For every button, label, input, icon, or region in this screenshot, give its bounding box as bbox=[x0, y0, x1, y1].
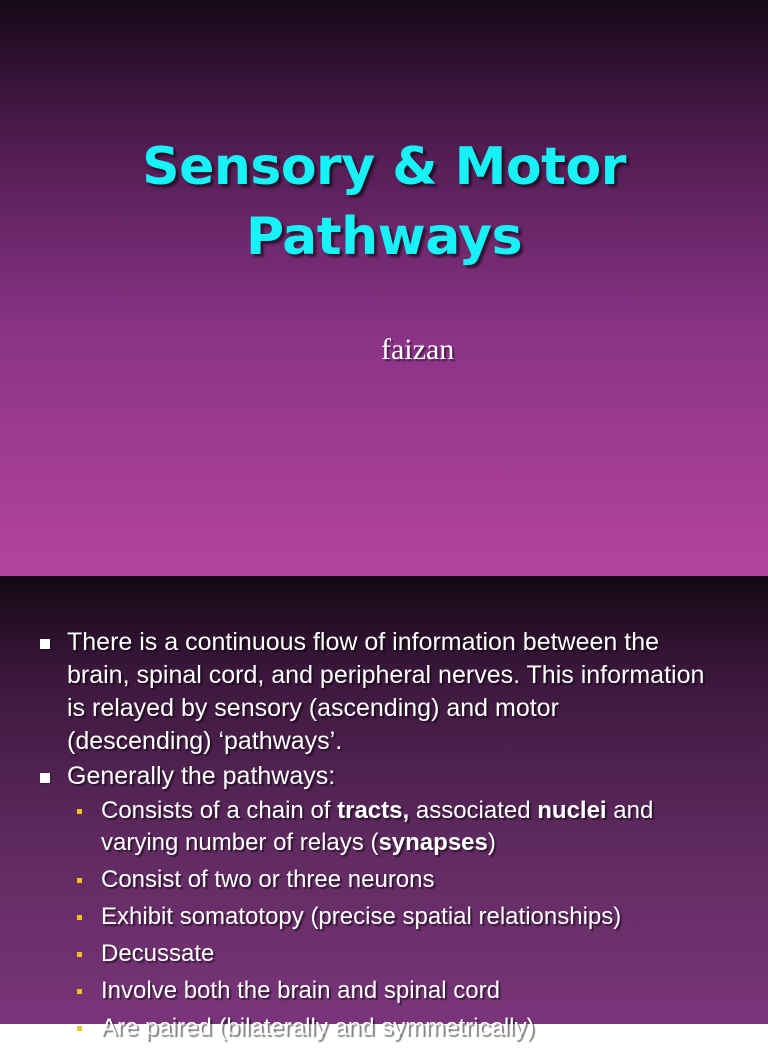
small-square-bullet-icon bbox=[77, 809, 82, 814]
sub-bullet-text-part: and varying number of relays ( bbox=[101, 797, 654, 856]
bullet-text: There is a continuous flow of information between the brain, spinal cord, and peripheral nerves. This information is relayed by sensory (ascending) and motor (descending) ‘pathways’. bbox=[67, 628, 705, 755]
bullet-item bbox=[0, 760, 768, 793]
bold-term: synapses bbox=[378, 829, 488, 856]
bullet-text: Generally the pathways: bbox=[67, 762, 336, 790]
sub-bullet-text: Consist of two or three neurons bbox=[101, 866, 435, 893]
title-line-2: Pathways bbox=[245, 207, 523, 267]
bold-term: tracts, bbox=[337, 797, 410, 824]
sub-bullet-text: Are paired (bilaterally and symmetrically) bbox=[101, 1014, 535, 1041]
sub-bullet-text: Exhibit somatotopy (precise spatial relationships) bbox=[101, 903, 622, 930]
small-square-bullet-icon bbox=[77, 989, 82, 994]
sub-bullet-item bbox=[0, 901, 768, 933]
sub-bullet-text-part: ) bbox=[487, 829, 496, 856]
content-slide bbox=[0, 576, 768, 1041]
bullet-list bbox=[0, 626, 768, 1049]
square-bullet-icon bbox=[40, 773, 50, 783]
bold-term: nuclei bbox=[537, 797, 607, 824]
sub-bullet-text: Decussate bbox=[101, 940, 215, 967]
square-bullet-icon bbox=[40, 639, 50, 649]
slide-title bbox=[0, 132, 768, 272]
sub-bullet-text-part: associated bbox=[409, 797, 538, 824]
author-name: faizan bbox=[381, 333, 455, 366]
sub-bullet-item bbox=[0, 1012, 768, 1044]
bullet-item bbox=[0, 626, 768, 758]
small-square-bullet-icon bbox=[77, 878, 82, 883]
small-square-bullet-icon bbox=[77, 952, 82, 957]
title-line-1: Sensory & Motor bbox=[142, 137, 626, 197]
small-square-bullet-icon bbox=[77, 915, 82, 920]
sub-bullet-item bbox=[0, 795, 768, 859]
sub-bullet-item bbox=[0, 938, 768, 970]
sub-bullet-text-part: Consists of a chain of bbox=[101, 797, 338, 824]
small-square-bullet-icon bbox=[77, 1026, 82, 1031]
sub-bullet-item bbox=[0, 864, 768, 896]
sub-bullet-text: Involve both the brain and spinal cord bbox=[101, 977, 500, 1004]
sub-bullet-item bbox=[0, 975, 768, 1007]
